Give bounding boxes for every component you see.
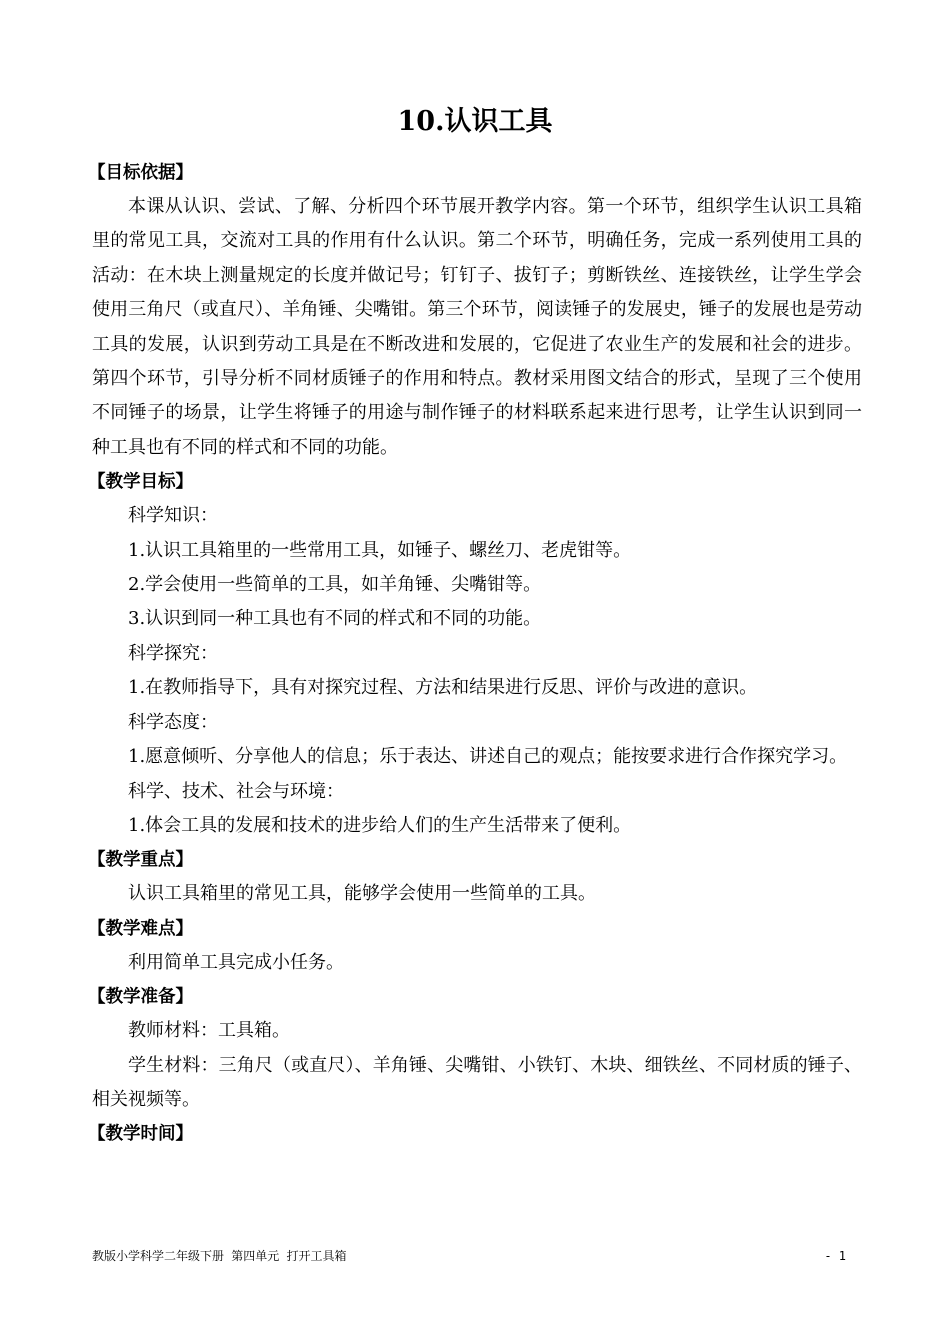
teacher-materials: 教师材料：工具箱。 (128, 1020, 290, 1042)
difficulties-text: 利用简单工具完成小任务。 (128, 951, 344, 973)
sts-label: 科学、技术、社会与环境： (128, 780, 344, 802)
knowledge-item-2: 2.学会使用一些简单的工具，如羊角锤、尖嘴钳等。 (128, 574, 542, 596)
page-footer-text: 教版小学科学二年级下册 第四单元 打开工具箱 (92, 1249, 347, 1263)
section-heading-time: 【教学时间】 (88, 1124, 193, 1145)
basis-paragraph: 本课从认识、尝试、了解、分析四个环节展开教学内容。第一个环节，组织学生认识工具箱里的常见工具，交流对工具的作用有什么认识。第二个环节，明确任务，完成一系列使用工具的活动：在木块上测量规定的长度并做记号；钉钉子、拔钉子；剪断铁丝、连接铁丝，让学生学会使用三角尺（或直尺）、羊角锤、尖嘴钳。第三个环节，阅读锤子的发展史，锤子的发展也是劳动工具的发展，认识到劳动工具是在不断改进和发展的，它促进了农业生产的发展和社会的进步。第四个环节，引导分析不同材质锤子的作用和特点。教材采用图文结合的形式，呈现了三个使用不同锤子的场景，让学生将锤子的用途与制作锤子的材料联系起来进行思考，让学生认识到同一种工具也有不同的样式和不同的功能。 (92, 196, 862, 458)
student-materials: 学生材料：三角尺（或直尺）、羊角锤、尖嘴钳、小铁钉、木块、细铁丝、不同材质的锤子、相关视频等。 (92, 1054, 862, 1110)
key-points-text: 认识工具箱里的常见工具，能够学会使用一些简单的工具。 (128, 883, 596, 905)
section-heading-preparation: 【教学准备】 (88, 987, 193, 1008)
inquiry-item-1: 1.在教师指导下，具有对探究过程、方法和结果进行反思、评价与改进的意识。 (128, 677, 758, 699)
section-heading-basis: 【目标依据】 (88, 163, 193, 183)
sts-item-1: 1.体会工具的发展和技术的进步给人们的生产生活带来了便利。 (128, 814, 632, 836)
inquiry-label: 科学探究： (128, 642, 218, 664)
document-body (88, 156, 862, 1151)
document-title: 10.认识工具 (397, 106, 553, 137)
section-heading-difficulties: 【教学难点】 (88, 918, 193, 939)
knowledge-item-1: 1.认识工具箱里的一些常用工具，如锤子、螺丝刀、老虎钳等。 (128, 539, 632, 561)
attitude-label: 科学态度： (128, 711, 218, 733)
attitude-item-1: 1.愿意倾听、分享他人的信息；乐于表达、讲述自己的观点；能按要求进行合作探究学习。 (128, 746, 848, 768)
section-heading-key-points: 【教学重点】 (88, 850, 193, 871)
section-heading-goals: 【教学目标】 (88, 472, 193, 493)
knowledge-label: 科学知识： (128, 505, 218, 527)
page-number: - 1 (824, 1249, 846, 1263)
knowledge-item-3: 3.认识到同一种工具也有不同的样式和不同的功能。 (128, 608, 542, 630)
